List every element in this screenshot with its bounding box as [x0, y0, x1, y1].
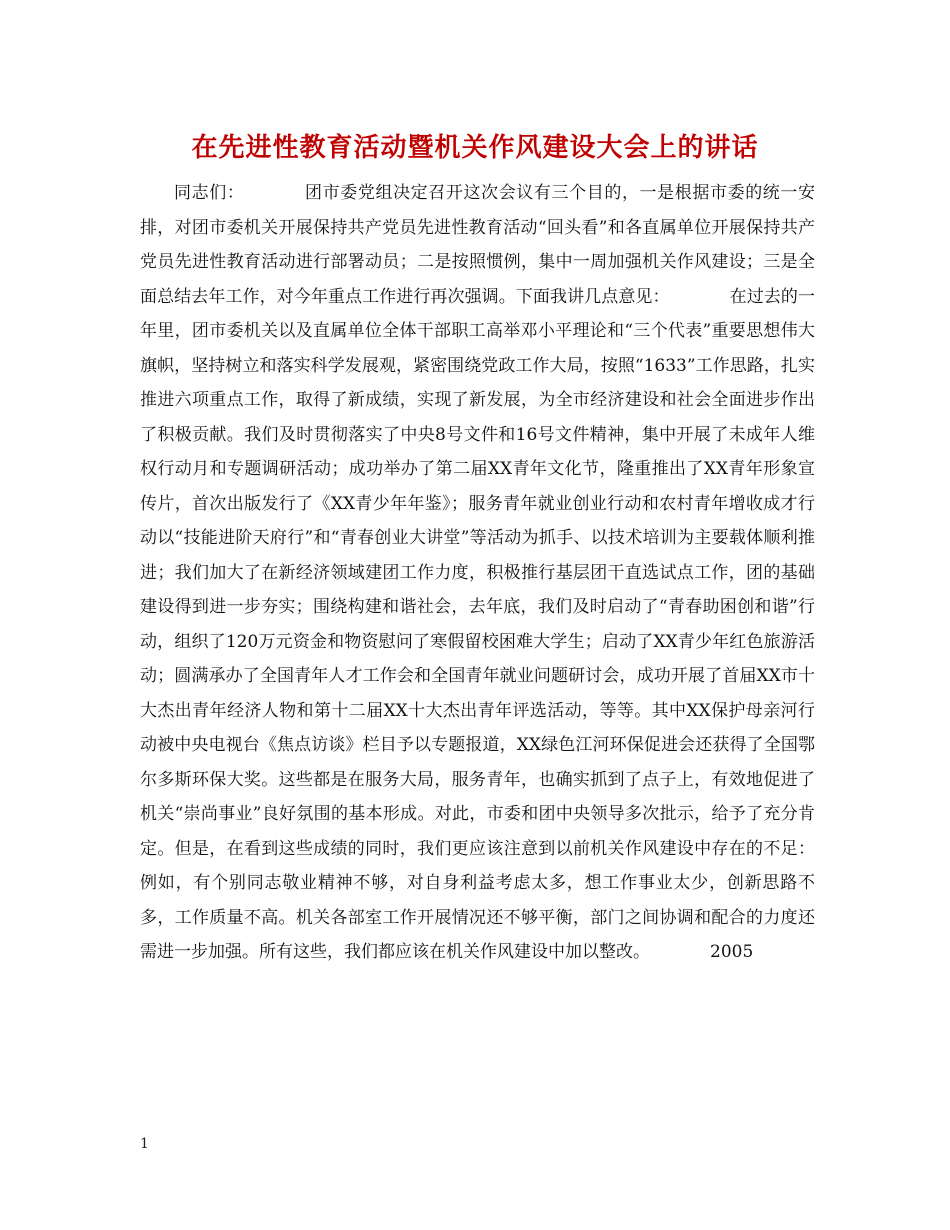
document-title: 在先进性教育活动暨机关作风建设大会上的讲话 — [191, 133, 759, 163]
page-number: 1 — [140, 1136, 149, 1152]
body-paragraph — [140, 176, 815, 970]
body-part-1: 团市委党组决定召开这次会议有三个目的，一是根据市委的统一安排，对团市委机关开展保持共产党员先进性教育活动“回头看”和各直属单位开展保持共产党员先进性教育活动进行部署动员；二是按照惯例，集中一周加强机关作风建设；三是全面总结去年工作，对今年重点工作进行再次强调。下面我讲几点意见： — [140, 183, 816, 307]
body-part-3: 2005 — [710, 942, 754, 962]
salutation: 同志们： — [174, 183, 245, 203]
body-part-2: 在过去的一年里，团市委机关以及直属单位全体干部职工高举邓小平理论和“三个代表”重要思想伟大旗帜，坚持树立和落实科学发展观，紧密围绕党政工作大局，按照“1633”工作思路，扎实推进六项重点工作，取得了新成绩，实现了新发展，为全市经济建设和社会全面进步作出了积极贡献。我们及时贯彻落实了中央8号文件和16号文件精神，集中开展了未成年人维权行动月和专题调研活动；成功举办了第二届XX青年文化节，隆重推出了XX青年形象宣传片，首次出版发行了《XX青少年年鉴》；服务青年就业创业行动和农村青年增收成才行动以“技能进阶天府行”和“青春创业大讲堂”等活动为抓手、以技术培训为主要载体顺利推进；我们加大了在新经济领域建团工作力度，积极推行基层团干直选试点工作，团的基础建设得到进一步夯实；围绕构建和谐社会，去年底，我们及时启动了“青春助困创和谐”行动，组织了120万元资金和物资慰问了寒假留校困难大学生；启动了XX青少年红色旅游活动；圆满承办了全国青年人才工作会和全国青年就业问题研讨会，成功开展了首届XX市十大杰出青年经济人物和第十二届XX十大杰出青年评选活动，等等。其中XX保护母亲河行动被中央电视台《焦点访谈》栏目予以专题报道，XX绿色江河环保促进会还获得了全国鄂尔多斯环保大奖。这些都是在服务大局，服务青年，也确实抓到了点子上，有效地促进了机关“崇尚事业”良好氛围的基本形成。对此，市委和团中央领导多次批示，给予了充分肯定。但是，在看到这些成绩的同时，我们更应该注意到以前机关作风建设中存在的不足：例如，有个别同志敬业精神不够，对自身利益考虑太多，想工作事业太少，创新思路不多，工作质量不高。机关各部室工作开展情况还不够平衡，部门之间协调和配合的力度还需进一步加强。所有这些，我们都应该在机关作风建设中加以整改。 — [140, 286, 816, 962]
